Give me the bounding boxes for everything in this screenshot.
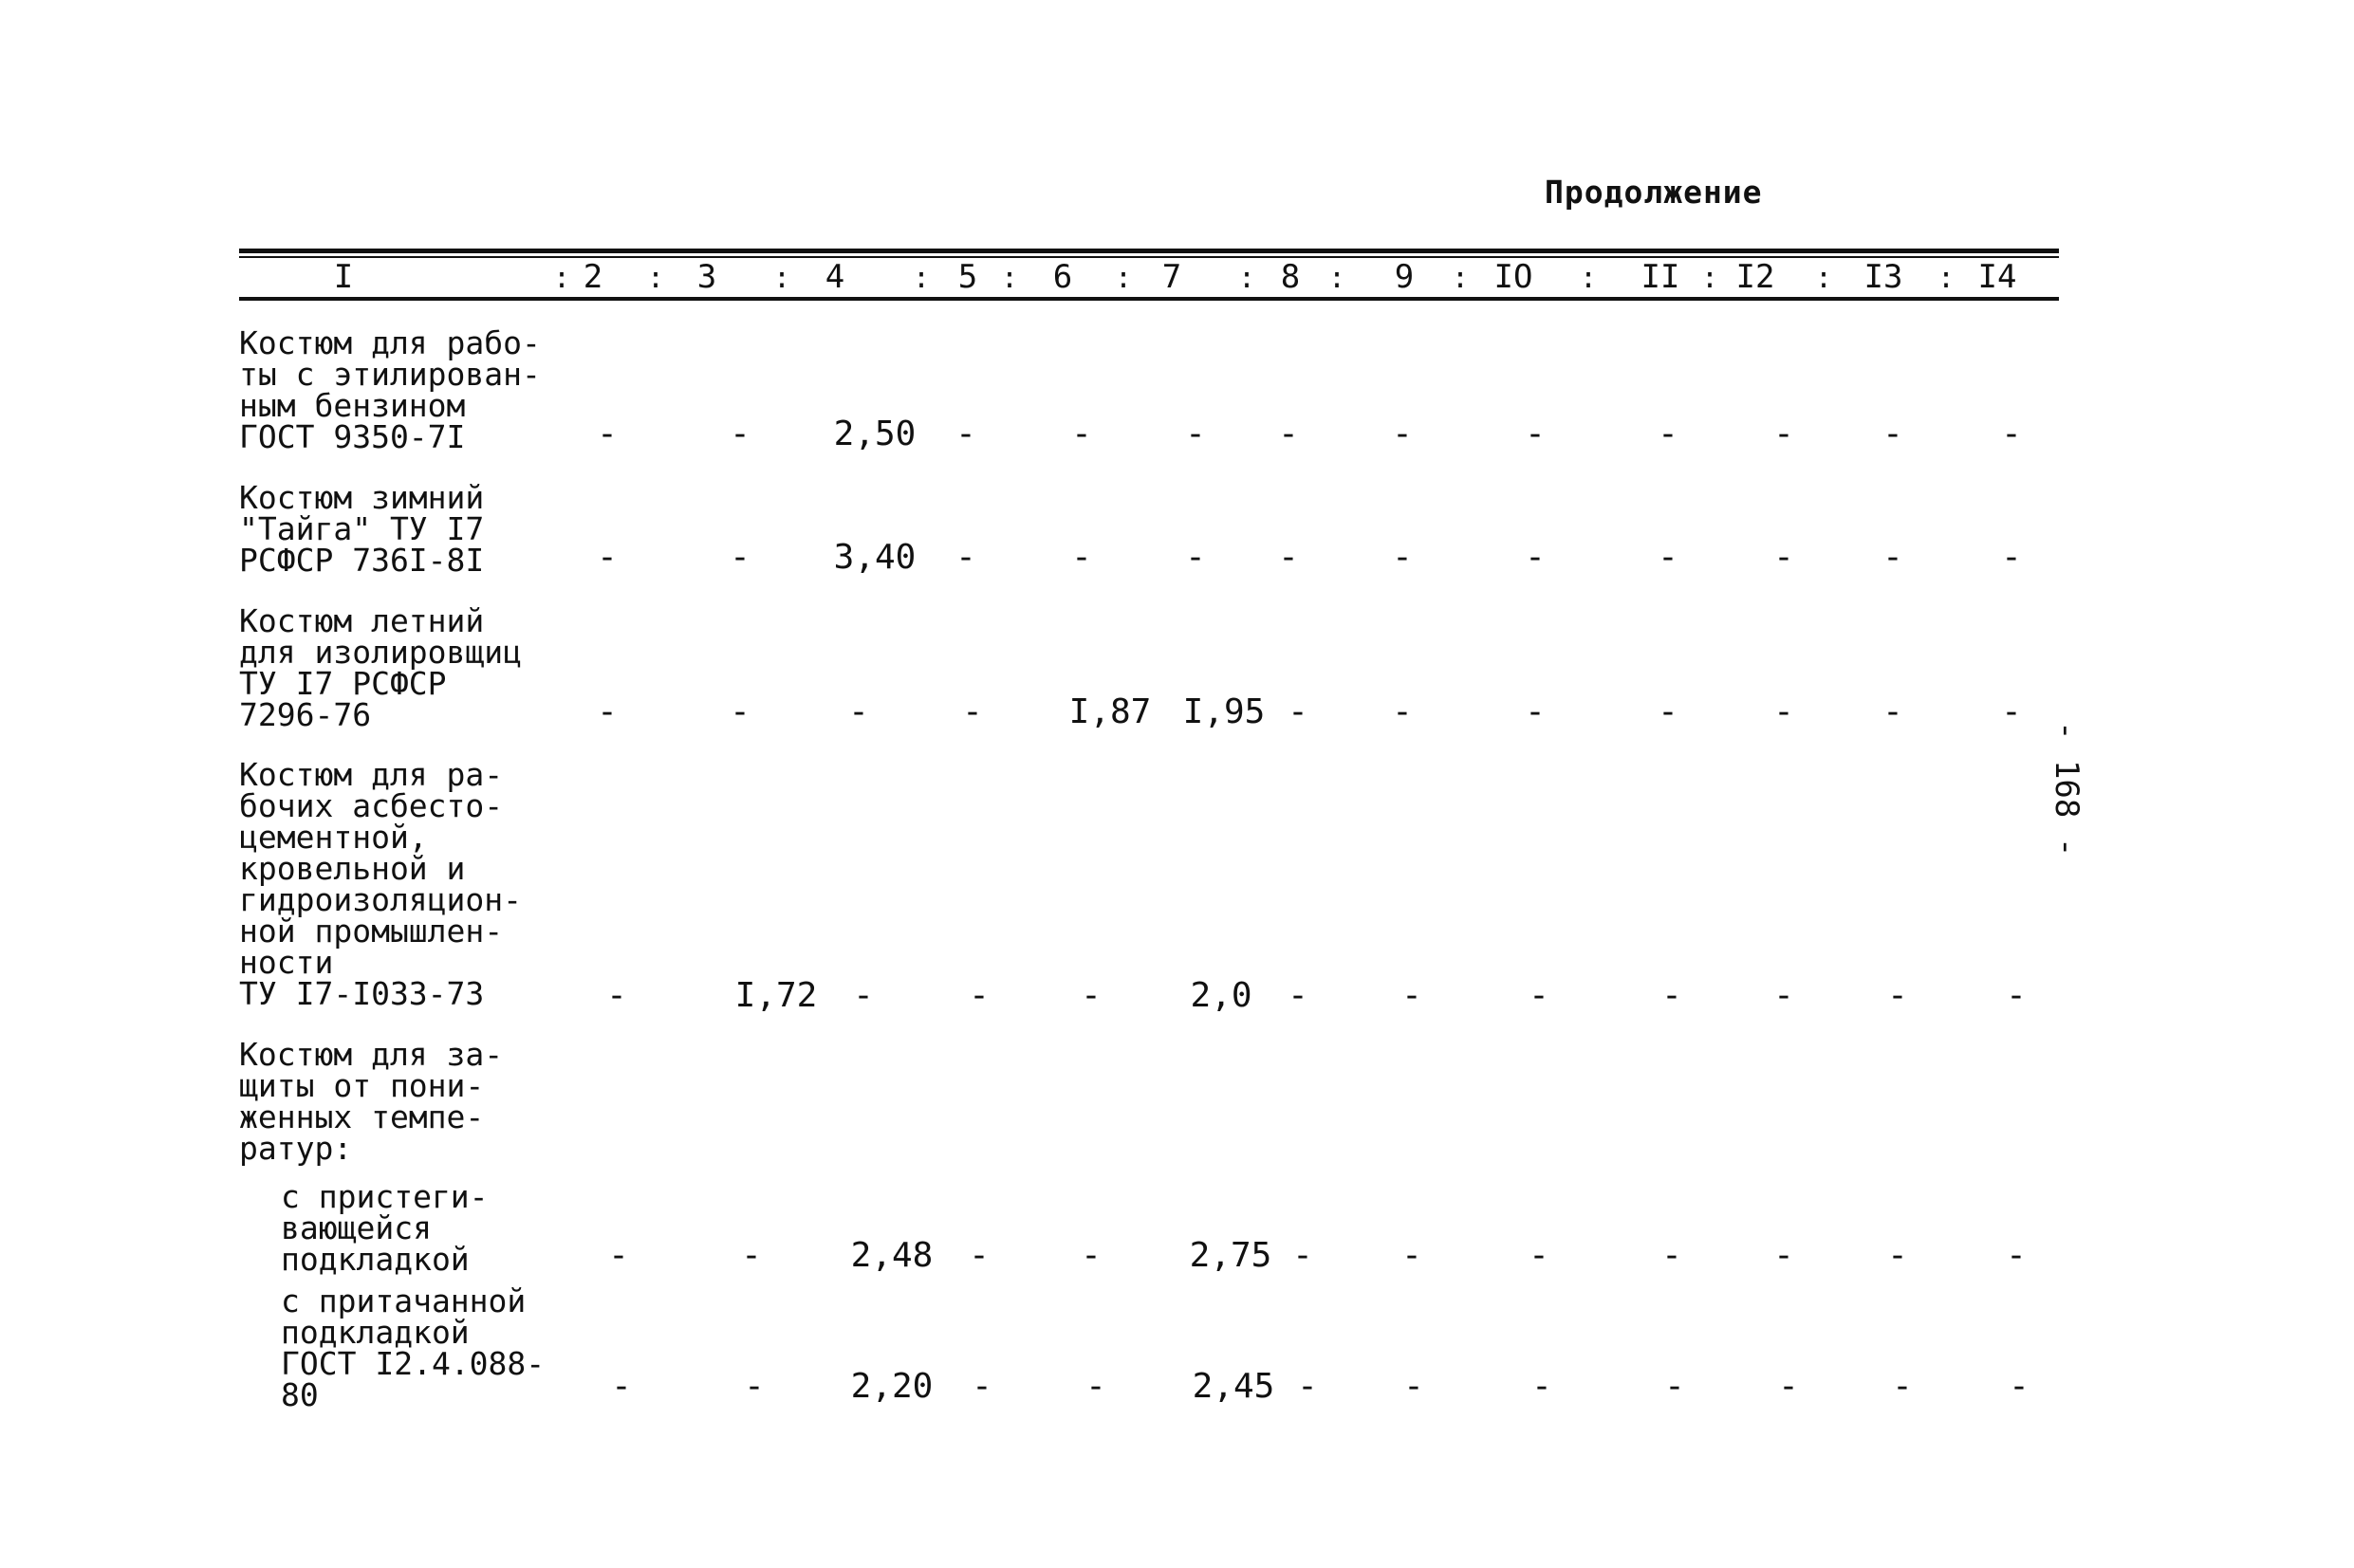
table-cell: -	[2006, 976, 2027, 1015]
table-cell: I,87	[1068, 692, 1152, 731]
row-label-asbestos-cement-suit: Костюм для ра- бочих асбесто- цементной, кровельной и гидроизоляцион- ной промышлен- ности ТУ I7-I033-73	[239, 756, 523, 1012]
row-label-detachable-lining: с пристеги- вающейся подкладкой	[281, 1178, 489, 1278]
table-cell: -	[608, 1236, 629, 1275]
column-header-5: 5	[957, 258, 978, 296]
table-cell: -	[1773, 538, 1794, 577]
table-cell: -	[1892, 1367, 1913, 1406]
column-header-4: 4	[825, 258, 845, 296]
table-cell: -	[1071, 415, 1092, 453]
column-header-6: 6	[1052, 258, 1073, 296]
header-separator: :	[1815, 262, 1833, 295]
table-cell: -	[1658, 538, 1678, 577]
column-header-3: 3	[696, 258, 717, 296]
continuation-label: Продолжение	[1545, 174, 1763, 211]
column-header-10: IO	[1493, 258, 1533, 296]
table-cell: I,72	[734, 976, 818, 1015]
table-cell: -	[1887, 976, 1908, 1015]
table-cell: -	[955, 538, 976, 577]
header-separator: :	[1238, 262, 1256, 295]
table-cell: -	[969, 976, 990, 1015]
table-cell: -	[1773, 692, 1794, 731]
table-cell: 3,40	[833, 538, 917, 577]
column-header-1: I	[333, 258, 354, 296]
table-cell: -	[972, 1367, 992, 1406]
header-separator: :	[1115, 262, 1133, 295]
table-cell: -	[1882, 415, 1903, 453]
table-cell: -	[597, 415, 618, 453]
table-cell: -	[1185, 415, 1206, 453]
table-cell: -	[1297, 1367, 1318, 1406]
table-cell: -	[1773, 1236, 1794, 1275]
table-cell: -	[1401, 976, 1422, 1015]
header-separator: :	[913, 262, 931, 295]
table-cell: -	[1403, 1367, 1424, 1406]
table-cell: -	[962, 692, 983, 731]
table-cell: -	[2001, 415, 2022, 453]
table-cell: -	[1085, 1367, 1106, 1406]
column-header-8: 8	[1280, 258, 1301, 296]
table-cell: 2,75	[1189, 1236, 1272, 1275]
table-cell: 2,48	[850, 1236, 934, 1275]
table-cell: -	[606, 976, 627, 1015]
table-cell: -	[1401, 1236, 1422, 1275]
table-cell: -	[1529, 976, 1549, 1015]
column-header-12: I2	[1735, 258, 1775, 296]
header-separator: :	[1937, 262, 1955, 295]
table-cell: -	[1278, 538, 1299, 577]
table-cell: -	[1529, 1236, 1549, 1275]
row-label-summer-insulator-suit: Костюм летний для изолировщиц ТУ I7 РСФСР 7296-76	[239, 602, 523, 733]
table-cell: -	[1664, 1367, 1685, 1406]
header-separator: :	[1580, 262, 1598, 295]
table-cell: -	[2001, 538, 2022, 577]
table-cell: -	[848, 692, 869, 731]
table-cell: -	[969, 1236, 990, 1275]
column-header-14: I4	[1977, 258, 2017, 296]
table-cell: -	[853, 976, 874, 1015]
header-separator: :	[647, 262, 665, 295]
table-cell: -	[1773, 415, 1794, 453]
table-cell: -	[955, 415, 976, 453]
table-cell: -	[1882, 538, 1903, 577]
table-cell: -	[1292, 1236, 1313, 1275]
table-cell: 2,45	[1192, 1367, 1275, 1406]
table-cell: -	[1185, 538, 1206, 577]
table-cell: -	[1392, 415, 1413, 453]
table-cell: -	[2006, 1236, 2027, 1275]
table-cell: -	[1525, 415, 1546, 453]
table-cell: -	[1661, 976, 1682, 1015]
table-cell: -	[1661, 1236, 1682, 1275]
table-cell: -	[730, 538, 751, 577]
header-separator: :	[1328, 262, 1346, 295]
table-cell: -	[1882, 692, 1903, 731]
table-cell: -	[1392, 538, 1413, 577]
row-label-low-temperature-suit: Костюм для за- щиты от пони- женных темпе- ратур:	[239, 1036, 504, 1167]
table-cell: -	[730, 692, 751, 731]
column-header-13: I3	[1863, 258, 1903, 296]
table-header-bottom-rule	[239, 297, 2059, 301]
table-cell: -	[1278, 415, 1299, 453]
table-cell: -	[1887, 1236, 1908, 1275]
header-separator: :	[1452, 262, 1470, 295]
row-label-ethyl-gasoline-suit: Костюм для рабо- ты с этилирован- ным бензином ГОСТ 9350-7I	[239, 324, 541, 455]
page-number: - 168 -	[2048, 721, 2085, 858]
row-label-sewn-lining: с притачанной подкладкой ГОСТ I2.4.088- 80	[281, 1282, 546, 1413]
table-cell: -	[1525, 692, 1546, 731]
table-top-rule-thin	[239, 256, 2059, 258]
table-cell: -	[1288, 976, 1308, 1015]
header-separator: :	[773, 262, 791, 295]
table-cell: -	[1071, 538, 1092, 577]
header-separator: :	[1701, 262, 1719, 295]
table-cell: -	[1081, 976, 1102, 1015]
table-cell: -	[1525, 538, 1546, 577]
table-cell: -	[741, 1236, 762, 1275]
column-header-2: 2	[583, 258, 603, 296]
table-cell: -	[1288, 692, 1308, 731]
table-cell: -	[1392, 692, 1413, 731]
table-cell: -	[2009, 1367, 2030, 1406]
table-cell: -	[1773, 976, 1794, 1015]
table-cell: -	[744, 1367, 765, 1406]
table-cell: I,95	[1182, 692, 1266, 731]
table-cell: -	[1081, 1236, 1102, 1275]
table-cell: -	[1658, 415, 1678, 453]
table-cell: 2,50	[833, 415, 917, 453]
column-header-9: 9	[1394, 258, 1415, 296]
table-cell: -	[611, 1367, 632, 1406]
table-cell: -	[597, 538, 618, 577]
table-cell: -	[1531, 1367, 1552, 1406]
table-cell: 2,0	[1190, 976, 1252, 1015]
table-cell: -	[1778, 1367, 1799, 1406]
table-cell: -	[1658, 692, 1678, 731]
table-top-rule	[239, 249, 2059, 253]
table-cell: -	[2001, 692, 2022, 731]
column-header-11: II	[1640, 258, 1680, 296]
row-label-taiga-winter-suit: Костюм зимний "Тайга" ТУ I7 РСФСР 736I-8I	[239, 479, 485, 579]
table-cell: -	[730, 415, 751, 453]
header-separator: :	[553, 262, 571, 295]
table-cell: -	[597, 692, 618, 731]
header-separator: :	[1001, 262, 1019, 295]
column-header-7: 7	[1161, 258, 1182, 296]
table-cell: 2,20	[850, 1367, 934, 1406]
